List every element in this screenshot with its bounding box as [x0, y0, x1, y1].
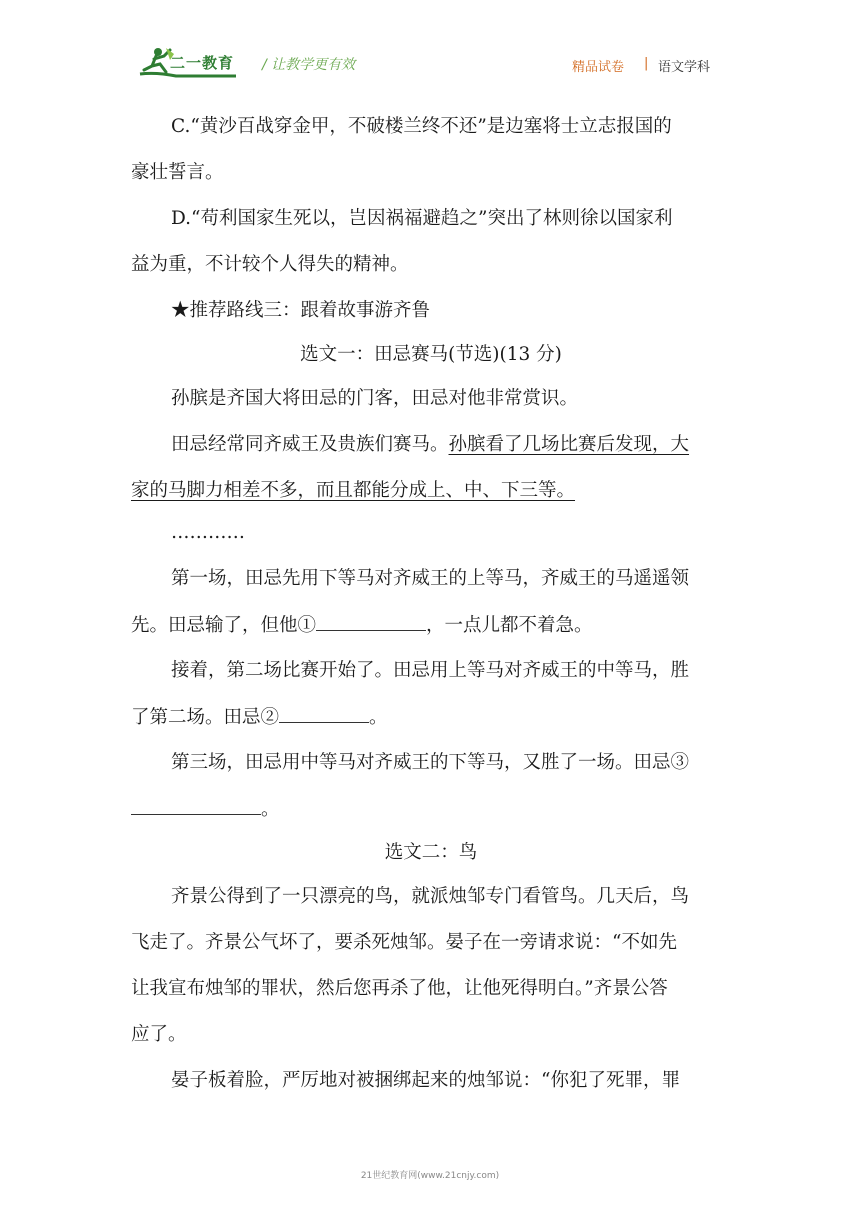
page-footer: 21世纪教育网(www.21cnjy.com) — [360, 1171, 500, 1181]
paragraph-3-text-b: ，一点儿都不着急。 — [426, 615, 593, 636]
ellipsis: ………… — [171, 522, 245, 543]
answer-blank-1[interactable] — [316, 612, 426, 631]
underlined-sentence-part2: 家的马脚力相差不多，而且都能分成上、中、下三等。 — [131, 480, 576, 501]
option-d-line1: D.“苟利国家生死以，岂因祸福避趋之”突出了林则徐以国家利 — [171, 208, 673, 229]
header-separator: | — [644, 56, 649, 71]
paragraph-5-text-b: 。 — [261, 799, 280, 820]
paragraph-7-line1: 晏子板着脸，严厉地对被捆绑起来的烛邹说：“你犯了死罪，罪 — [171, 1070, 680, 1091]
option-d-line2: 益为重，不计较个人得失的精神。 — [131, 254, 409, 275]
paragraph-2-line2 — [131, 478, 731, 504]
paragraph-3-line2 — [131, 612, 731, 639]
paragraph-4-line1: 接着，第二场比赛开始了。田忌用上等马对齐威王的中等马，胜 — [171, 660, 690, 681]
underlined-sentence-part1: 孙膑看了几场比赛后发现，大 — [448, 434, 690, 455]
option-c-line2: 豪壮誓言。 — [131, 162, 224, 183]
paragraph-1: 孙膑是齐国大将田忌的门客，田忌对他非常赏识。 — [171, 388, 579, 409]
route-three-heading: ★推荐路线三：跟着故事游齐鲁 — [171, 300, 431, 321]
answer-blank-3[interactable] — [131, 796, 261, 815]
paragraph-2-line1 — [131, 432, 771, 458]
header-subject: 语文学科 — [658, 60, 711, 75]
passage-two-title: 选文二：鸟 — [384, 842, 478, 863]
paragraph-3-line1: 第一场，田忌先用下等马对齐威王的上等马，齐威王的马遥遥领 — [171, 568, 690, 589]
passage-one-title: 选文一：田忌赛马(节选)(13 分) — [300, 344, 562, 365]
answer-blank-2[interactable] — [279, 704, 369, 723]
paragraph-4-text-b: 。 — [369, 707, 388, 728]
paragraph-5-line1: 第三场，田忌用中等马对齐威王的下等马，又胜了一场。田忌③ — [171, 752, 690, 773]
paragraph-3-text-a: 先。田忌输了，但他① — [131, 615, 317, 636]
paragraph-5-line2 — [131, 796, 731, 823]
paragraph-6-line3: 让我宣布烛邹的罪状，然后您再杀了他，让他死得明白。”齐景公答 — [131, 978, 668, 999]
paragraph-4-line2 — [131, 704, 731, 731]
header-slogan: / 让教学更有效 — [262, 57, 356, 73]
option-c-line1: C.“黄沙百战穿金甲，不破楼兰终不还”是边塞将士立志报国的 — [171, 116, 672, 137]
paragraph-6-line4: 应了。 — [131, 1024, 187, 1045]
paragraph-6-line1: 齐景公得到了一只漂亮的鸟，就派烛邹专门看管鸟。几天后，鸟 — [171, 886, 690, 907]
header-badge: 精品试卷 — [572, 60, 625, 75]
paragraph-4-text-a: 了第二场。田忌② — [131, 707, 280, 728]
paragraph-6-line2: 飞走了。齐景公气坏了，要杀死烛邹。晏子在一旁请求说：“不如先 — [131, 932, 677, 953]
logo-text: 二一教育 — [170, 54, 235, 72]
page-header — [0, 0, 860, 90]
paragraph-2-plain: 田忌经常同齐威王及贵族们赛马。 — [171, 434, 449, 455]
